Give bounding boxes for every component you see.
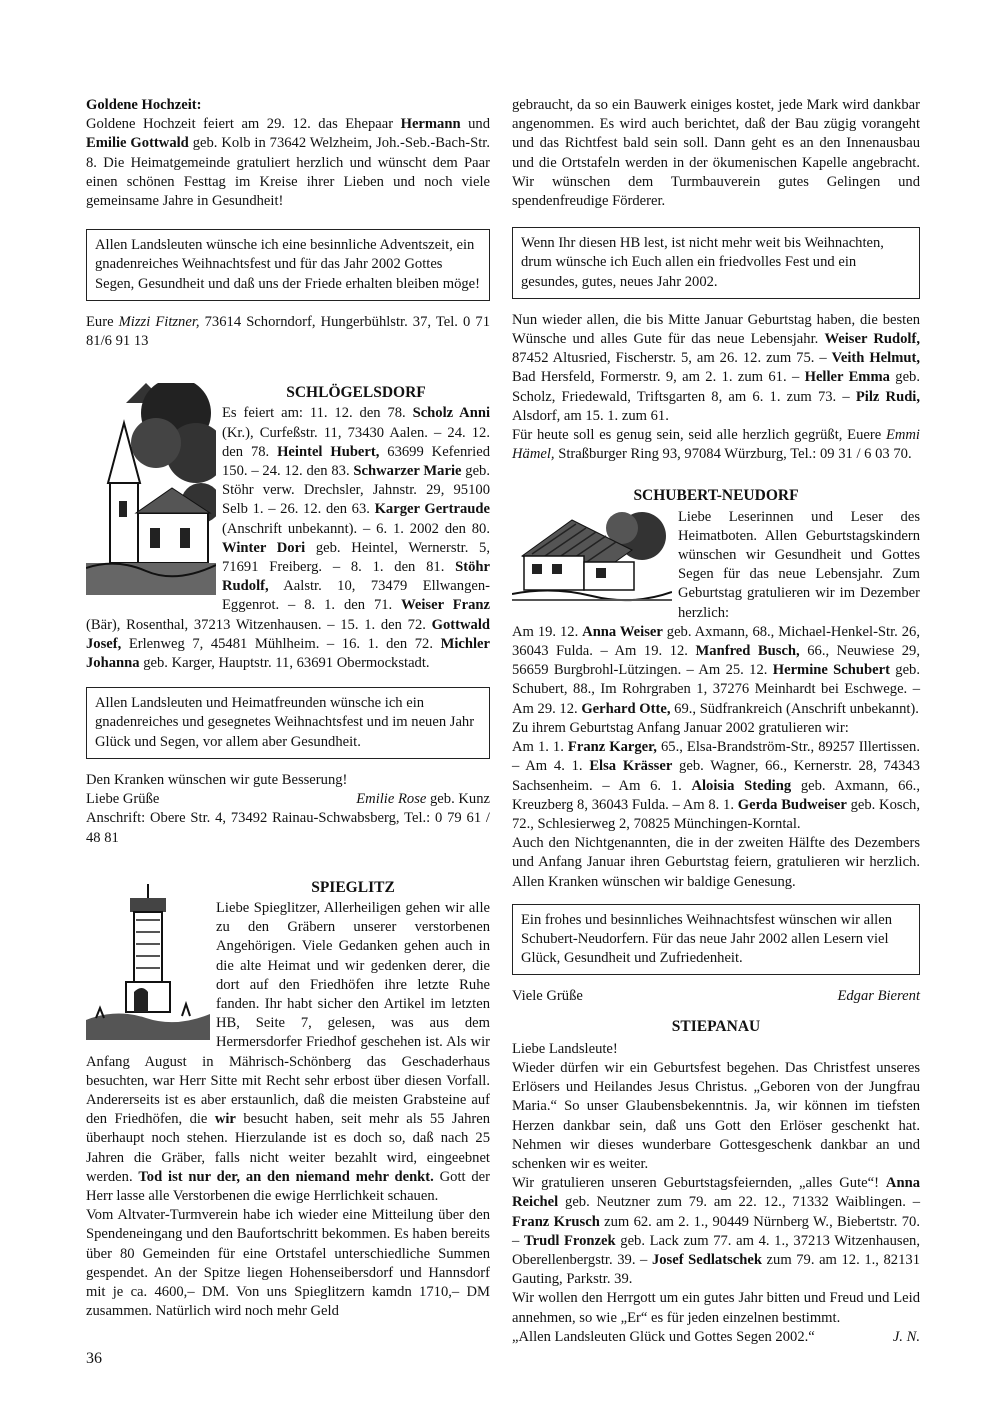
stiepanau-section <box>512 1017 920 1347</box>
text-span: besucht haben, seit mehr als 55 Jahren überhaupt noch stehen. Hierzulande ist es doch so, daß nach 25 Jahren die Gräber, falls nicht weiter bezahlt wird, eingeebnet werden. <box>86 1111 491 1185</box>
text-span: (Bär), Rosenthal, 37213 Witzenhausen. – 15. 1. den 72. <box>86 616 432 633</box>
emphasis-bold: Tod ist nur der, an den niemand mehr denkt. <box>138 1168 434 1185</box>
name-bold: Emilie Gottwald <box>86 135 189 152</box>
text-span: geb. Stöhr verw. Drechsler, Jahnstr. 29, 95100 Selb 1. – 26. 12. den 63. <box>222 463 490 518</box>
golden-wedding-text <box>86 115 490 211</box>
text-span: 66., Neuwiese 29, 56659 Burgbrohl-Lützingen. – Am 25. 12. <box>512 643 920 679</box>
text-span: Aalstr. 10, 73479 Ellwangen-Eggenrot. – 8. 1. den 71. <box>222 578 490 614</box>
text-span: und <box>460 116 490 133</box>
text-span: geb. Scholz, Friedewald, Triftsgarten 8, am 6. 1. zum 73. – <box>512 369 920 405</box>
text-span: (Anschrift unbekannt). – 6. 1. 2002 den 80. <box>222 520 490 537</box>
text-span: geb. Schubert, 88., Im Rohrgraben 1, 37276 Meinhardt bei Eschwege. – Am 29. 12. <box>512 662 920 717</box>
name-bold: Gottwald Josef, <box>86 616 490 652</box>
greeting-text: Viele Grüße <box>512 988 583 1005</box>
greeting-box: Wenn Ihr diesen HB lest, ist nicht mehr weit bis Weihnachten, drum wünsche ich Euch allen ein friedvolles Fest und ein gesundes, gutes, neues Jahr 2002. <box>512 227 920 299</box>
name-bold: Scholz Anni <box>412 405 491 422</box>
name-bold: Veith Helmut, <box>831 350 920 367</box>
author-name: Emilie Rose <box>356 791 427 808</box>
text-span: 69., Südfrankreich (Anschrift unbekannt). <box>670 700 919 717</box>
golden-wedding-heading: Goldene Hochzeit: <box>86 97 202 113</box>
author-signature <box>356 790 490 809</box>
text-span: geb. Wagner, 66., Kernerstr. 28, 74343 Sachsenheim. – Am 6. 1. <box>512 758 920 794</box>
birthday-text <box>512 311 920 426</box>
emphasis-bold: wir <box>214 1111 236 1128</box>
schubert-late: Auch den Nichtgenannten, die in der zweiten Hälfte des Dezembers und Anfang Januar ihren Geburtstag feiern, gratulieren wir herzlich. Allen Kranken wünschen wir baldige Genesung. <box>512 835 920 890</box>
stiepanau-title: STIEPANAU <box>671 1017 761 1035</box>
spieglitz-section <box>86 878 490 1322</box>
name-bold: Aloisia Steding <box>691 777 792 794</box>
text-span: Straßburger Ring 93, 97084 Würzburg, Tel.: 09 31 / 6 03 70. <box>554 446 912 463</box>
name-bold: Trudl Fronzek <box>523 1232 616 1249</box>
page-number: 36 <box>86 1350 102 1367</box>
name-bold: Hermine Schubert <box>772 662 890 679</box>
greeting-text: Liebe Grüße <box>86 791 160 808</box>
text-span: geb. Axmann, 66., Kreuzberg 8, 36043 Fulda. – Am 8. 1. <box>512 777 920 813</box>
signature-row <box>86 790 490 809</box>
schloegelsdorf-section <box>86 383 490 673</box>
schubert-neudorf-title: SCHUBERT-NEUDORF <box>633 487 799 505</box>
schubert-december <box>512 623 920 719</box>
text-span: geb. Neutzner zum 79. am 22. 12., 71332 Waiblingen. – <box>558 1194 920 1211</box>
text-span: geb. Axmann, 68., Michael-Henkel-Str. 26, 36043 Fulda. – Am 19. 12. <box>512 623 920 660</box>
name-bold: Karger Gertraude <box>374 501 490 518</box>
text-span: Bad Hersfeld, Formerstr. 9, am 2. 1. zum 61. – <box>512 369 805 386</box>
name-bold: Gerhard Otte, <box>581 700 671 717</box>
spieglitz-title: SPIEGLITZ <box>311 878 395 896</box>
house-drawing-icon <box>512 510 672 604</box>
name-bold: Anna Weiser <box>582 623 663 640</box>
text-span: geb. Kunz <box>426 791 490 808</box>
name-bold: Winter Dori <box>222 539 306 556</box>
text-span: zum 62. am 2. 1., 90449 Nürnberg W., Biebertstr. 70. – <box>512 1213 920 1249</box>
text-span: Für heute soll es genug sein, seid alle herzlich gegrüßt, Euere <box>512 427 886 444</box>
tower-drawing-icon <box>86 880 210 1040</box>
text-span: 73614 Schorndorf, Hungerbühlstr. 37, Tel. 0 71 81/6 91 13 <box>86 313 490 350</box>
text-span: Allerheiligen gehen wir alle zu den Gräbern unserer verstorbenen Angehörigen. Viele Gedanken gehen auch in die alte Heimat und wir gedenken derer, die dort auf den Friedhöfen ihre letzte Ruhe fanden. Ihr habt sicher den Artikel im letzten HB, Seite 7, gelesen, was aus dem Hermersdorfer Friedhof geschehen ist. Als wir Anfang August in Mährisch-Schönberg das Geschaderhaus besuchten, war Herr Sitte mit Recht sehr erbost über diesen Vorfall. Andererseits ist es aber erstaunlich, daß die meisten Grabsteine auf den Friedhöfen, die <box>86 899 490 1128</box>
stiepanau-text-1: Wieder dürfen wir ein Geburtsfest begehen. Das Christfest unseres Erlösers und Heilandes Jesus Christus. „Geboren von der Jungfrau Maria.“ So unser Glaubensbekenntnis. Ja, wir können im tiefsten Herzen dankbar sein, daß uns Gott den Erlöser geschenkt hat. Nehmen wir dieses wunderbare Gottesgeschenk dankbar an und schenken wir es weiter. <box>512 1059 920 1172</box>
text-span: Am 1. 1. <box>512 739 568 756</box>
left-column <box>86 96 490 1321</box>
birthday-closing <box>512 426 920 464</box>
text-span: 87452 Altusried, Fischerstr. 5, am 26. 12. zum 75. – <box>512 350 832 367</box>
text-span: Alsdorf, am 15. 1. zum 61. <box>512 407 669 424</box>
signature-row <box>512 1328 920 1347</box>
name-bold: Weiser Rudolf, <box>824 331 920 348</box>
spieglitz-text-2: Vom Altvater-Turmverein habe ich wieder eine Mitteilung über den Spendeneingang und den Baufortschritt bekommen. Es haben bereits über 80 Gemeinden für eine Ortstafel unterschiedliche Summen gespendet. An der Spitze liegen Hohenseibersdorf und Hannsdorf mit je ca. 4600,– DM. Von uns Spieglitzern kamdn 1710,– DM zusammen. Natürlich wird noch mehr Geld <box>86 1207 490 1320</box>
schloegelsdorf-title: SCHLÖGELSDORF <box>286 384 426 402</box>
greeting-box: Allen Landsleuten wünsche ich eine besinnliche Adventszeit, ein gnadenreiches Weihnachtsfest und für das Jahr 2002 Gottes Segen, Gesundheit und daß uns der Friede erhalten bleiben möge! <box>86 229 490 301</box>
name-bold: Stöhr Rudolf, <box>222 559 490 595</box>
stiepanau-text-3: Wir wollen den Herrgott um ein gutes Jahr bitten und Freud und Leid annehmen, so wie „Er“ es für jeden einzelnen bestimmt. <box>512 1290 920 1326</box>
name-bold: Heintel Hubert, <box>277 443 380 460</box>
name-bold: Hermann <box>400 116 461 133</box>
text-span: 63699 Kefenried 150. – 24. 12. den 83. <box>222 443 490 480</box>
name-bold: Manfred Busch, <box>695 643 800 660</box>
text-span: 11. 12. den 78. <box>303 405 413 422</box>
text-span: geb. Kolb in 73642 Welzheim, Joh.-Seb.-Bach-Str. 8. Die Heimatgemeinde gratuliert herzlich und wünscht dem Paar einen schönen Festtag im Kreise ihrer Lieben und noch viele gemeinsame Jahre in Gesundheit! <box>86 135 490 210</box>
text-span: Erlenweg 7, 45481 Mühlheim. – 16. 1. den 72. <box>121 635 441 652</box>
name-bold: Franz Karger, <box>567 739 657 756</box>
text-span: Am 19. 12. <box>512 623 583 640</box>
schubert-january <box>512 738 920 834</box>
name-bold: Schwarzer Marie <box>353 463 462 480</box>
text-span: geb. Lack zum 77. am 4. 1., 37213 Witzenhausen, Oberellenbergstr. 39. – <box>512 1232 920 1268</box>
name-bold: Gerda Budweiser <box>737 796 847 813</box>
kranken-line: Den Kranken wünschen wir gute Besserung! <box>86 771 348 788</box>
stiepanau-birthdays <box>512 1174 920 1289</box>
name-bold: Heller Emma <box>804 369 890 386</box>
text-span: geb. Kosch, 72., Schlesierweg 2, 70825 Münchingen-Korntal. <box>512 796 920 832</box>
name-bold: Franz Krusch <box>512 1213 600 1230</box>
author-name: Mizzi Fitzner, <box>118 313 200 330</box>
name-bold: Michler Johanna <box>86 635 490 672</box>
text-span: Es feiert am: <box>222 405 303 422</box>
text-span: Goldene Hochzeit feiert am 29. 12. das Ehepaar <box>86 116 401 133</box>
schubert-neudorf-section <box>512 486 920 1006</box>
text-span: Liebe Spieglitzer, <box>216 899 324 916</box>
text-span: 65., Elsa-Brandström-Str., 89257 Illertissen. – Am 4. 1. <box>512 739 920 775</box>
name-bold: Pilz Rudi, <box>855 388 921 405</box>
name-bold: Anna Reichel <box>512 1175 920 1211</box>
name-bold: Weiser Franz <box>401 597 490 614</box>
text-span: Wir gratulieren unseren Geburtstagsfeiernden, „alles Gute“! <box>512 1175 886 1192</box>
greeting-box: Ein frohes und besinnliches Weihnachtsfest wünschen wir allen Schubert-Neudorfern. Für das neue Jahr 2002 allen Lesern viel Glück, Gesundheit und Zufriedenheit. <box>512 904 920 976</box>
greeting-box: Allen Landsleuten und Heimatfreunden wünsche ich ein gnadenreiches und gesegnetes Weihnachtsfest und im neuen Jahr Glück und Segen, vor allem aber Gesundheit. <box>86 687 490 759</box>
right-column <box>512 96 920 1347</box>
schubert-january-intro: Zu ihrem Geburtstag Anfang Januar 2002 gratulieren wir: <box>512 719 849 736</box>
name-bold: Elsa Krässer <box>589 758 673 775</box>
schubert-intro: Liebe Leserinnen und Leser des Heimatboten. Allen Geburtstagskindern wünschen wir Gesundheit und Gottes Segen für das neue Lebensjahr. Zum Geburtstag gratulieren wir im Dezember herzlich: <box>678 508 920 621</box>
stiepanau-salutation: Liebe Landsleute! <box>512 1040 618 1057</box>
text-span: Gott der Herr lasse alle Verstorbenen die ewige Herrlichkeit schauen. <box>86 1168 490 1204</box>
text-span: geb. Heintel, Wernerstr. 5, 71691 Freiberg. – 8. 1. den 81. <box>222 539 490 576</box>
church-drawing-icon <box>86 383 216 595</box>
address-line: Anschrift: Obere Str. 4, 73492 Rainau-Schwabsberg, Tel.: 0 79 61 / 48 81 <box>86 810 490 846</box>
text-span: zum 79. am 12. 1., 82131 Gauting, Parkstr. 39. <box>512 1251 920 1288</box>
mizzi-signature <box>86 313 490 351</box>
signature-row <box>512 987 920 1006</box>
author-name: Edgar Bierent <box>837 988 920 1005</box>
closing-text: „Allen Landsleuten Glück und Gottes Segen 2002.“ <box>512 1328 815 1345</box>
text-span: Nun wieder allen, die bis Mitte Januar Geburtstag haben, die besten Wünsche und alles Gute für das neue Lebensjahr. <box>512 311 920 348</box>
text-span: (Kr.), Curfeßstr. 11, 73430 Aalen. – 24. 12. den 78. <box>222 424 490 460</box>
continued-text: gebraucht, da so ein Bauwerk einiges kostet, jede Mark wird dankbar angenommen. Es wird auch berichtet, daß der Bau zügig vorangeht und das Richtfest bald sein soll. Dann geht es an den Innenausbau und die Ortstafeln werden in der ökumenischen Kapelle angebracht. Wir wünschen dem Turmbauverein gutes Gelingen und spendenfreudige Förderer. <box>512 97 920 210</box>
name-bold: Josef Sedlatschek <box>651 1251 762 1268</box>
author-initials: J. N. <box>892 1328 920 1345</box>
author-name: Emmi Hämel, <box>512 427 920 463</box>
text-span: geb. Karger, Hauptstr. 11, 63691 Obermockstadt. <box>139 655 430 672</box>
text-span: Eure <box>86 313 119 330</box>
